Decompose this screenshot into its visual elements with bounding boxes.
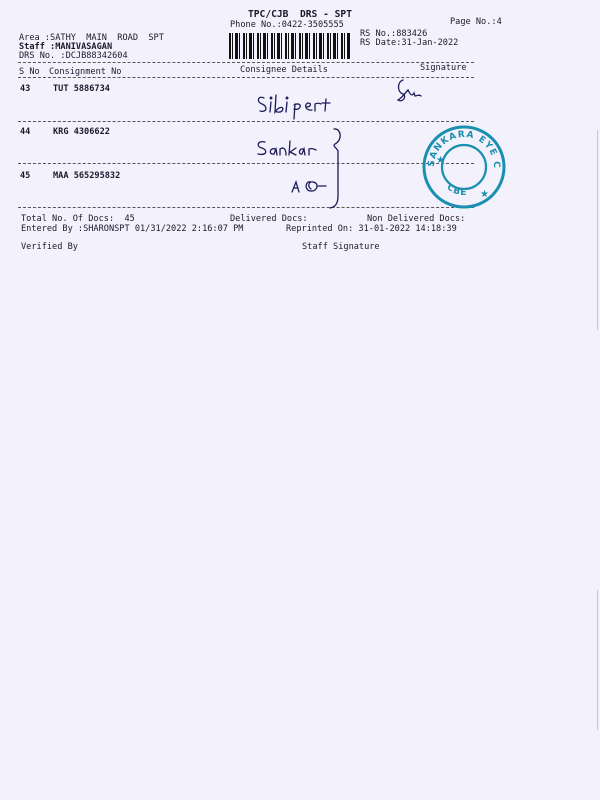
- star-icon: ★: [480, 189, 489, 200]
- row-consignment: MAA 565295832: [53, 171, 121, 181]
- header-rule-top: [18, 62, 474, 63]
- barcode: [229, 33, 351, 59]
- area-field: Area :SATHY MAIN ROAD SPT: [19, 33, 164, 43]
- stamp-top-text: SANKARA EYE CENTRE: [417, 118, 502, 170]
- row-divider: [18, 121, 474, 122]
- column-header-consignment: Consignment No: [49, 67, 122, 77]
- delivered-docs: Delivered Docs:: [230, 214, 308, 224]
- column-header-sno: S No: [19, 67, 40, 77]
- reprinted-on: Reprinted On: 31-01-2022 14:18:39: [286, 224, 457, 234]
- rs-number: RS No.:883426: [360, 29, 428, 39]
- row-sno: 43: [20, 84, 31, 94]
- document-title: TPC/CJB DRS - SPT: [248, 9, 352, 20]
- scan-edge-mark: [597, 590, 598, 730]
- sankara-eye-centre-stamp: [417, 118, 506, 209]
- row-sno: 45: [20, 171, 31, 181]
- phone-number: Phone No.:0422-3505555: [230, 20, 344, 30]
- row-consignment: TUT 5886734: [53, 84, 110, 94]
- non-delivered-docs: Non Delivered Docs:: [367, 214, 466, 224]
- row-consignment: KRG 4306622: [53, 127, 110, 137]
- page-number: Page No.:4: [450, 17, 502, 27]
- rs-date: RS Date:31-Jan-2022: [360, 38, 459, 48]
- row-sno: 44: [20, 127, 31, 137]
- column-header-consignee: Consignee Details: [240, 65, 328, 75]
- svg-text:CBE: [445, 182, 468, 198]
- star-icon: ★: [436, 155, 445, 166]
- signature-43: [393, 78, 443, 108]
- handwritten-consignee-44: [255, 138, 325, 164]
- handwritten-consignee-43: [255, 92, 335, 122]
- verified-by-label: Verified By: [21, 242, 78, 252]
- column-header-signature: Signature: [420, 63, 467, 73]
- stamp-bottom-text: CBE: [444, 182, 468, 199]
- staff-signature-label: Staff Signature: [302, 242, 380, 252]
- drs-number: DRS No. :DCJB88342604: [19, 51, 128, 61]
- handwritten-consignee-45: [289, 177, 329, 197]
- row-divider: [18, 163, 474, 164]
- table-bottom-rule: [18, 207, 474, 208]
- signature-44-45-bracket: [325, 126, 355, 210]
- scan-edge-mark: [597, 130, 598, 330]
- total-docs: Total No. Of Docs: 45: [21, 214, 135, 224]
- entered-by: Entered By :SHARONSPT 01/31/2022 2:16:07 PM: [21, 224, 244, 234]
- staff-field: Staff :MANIVASAGAN: [19, 42, 113, 52]
